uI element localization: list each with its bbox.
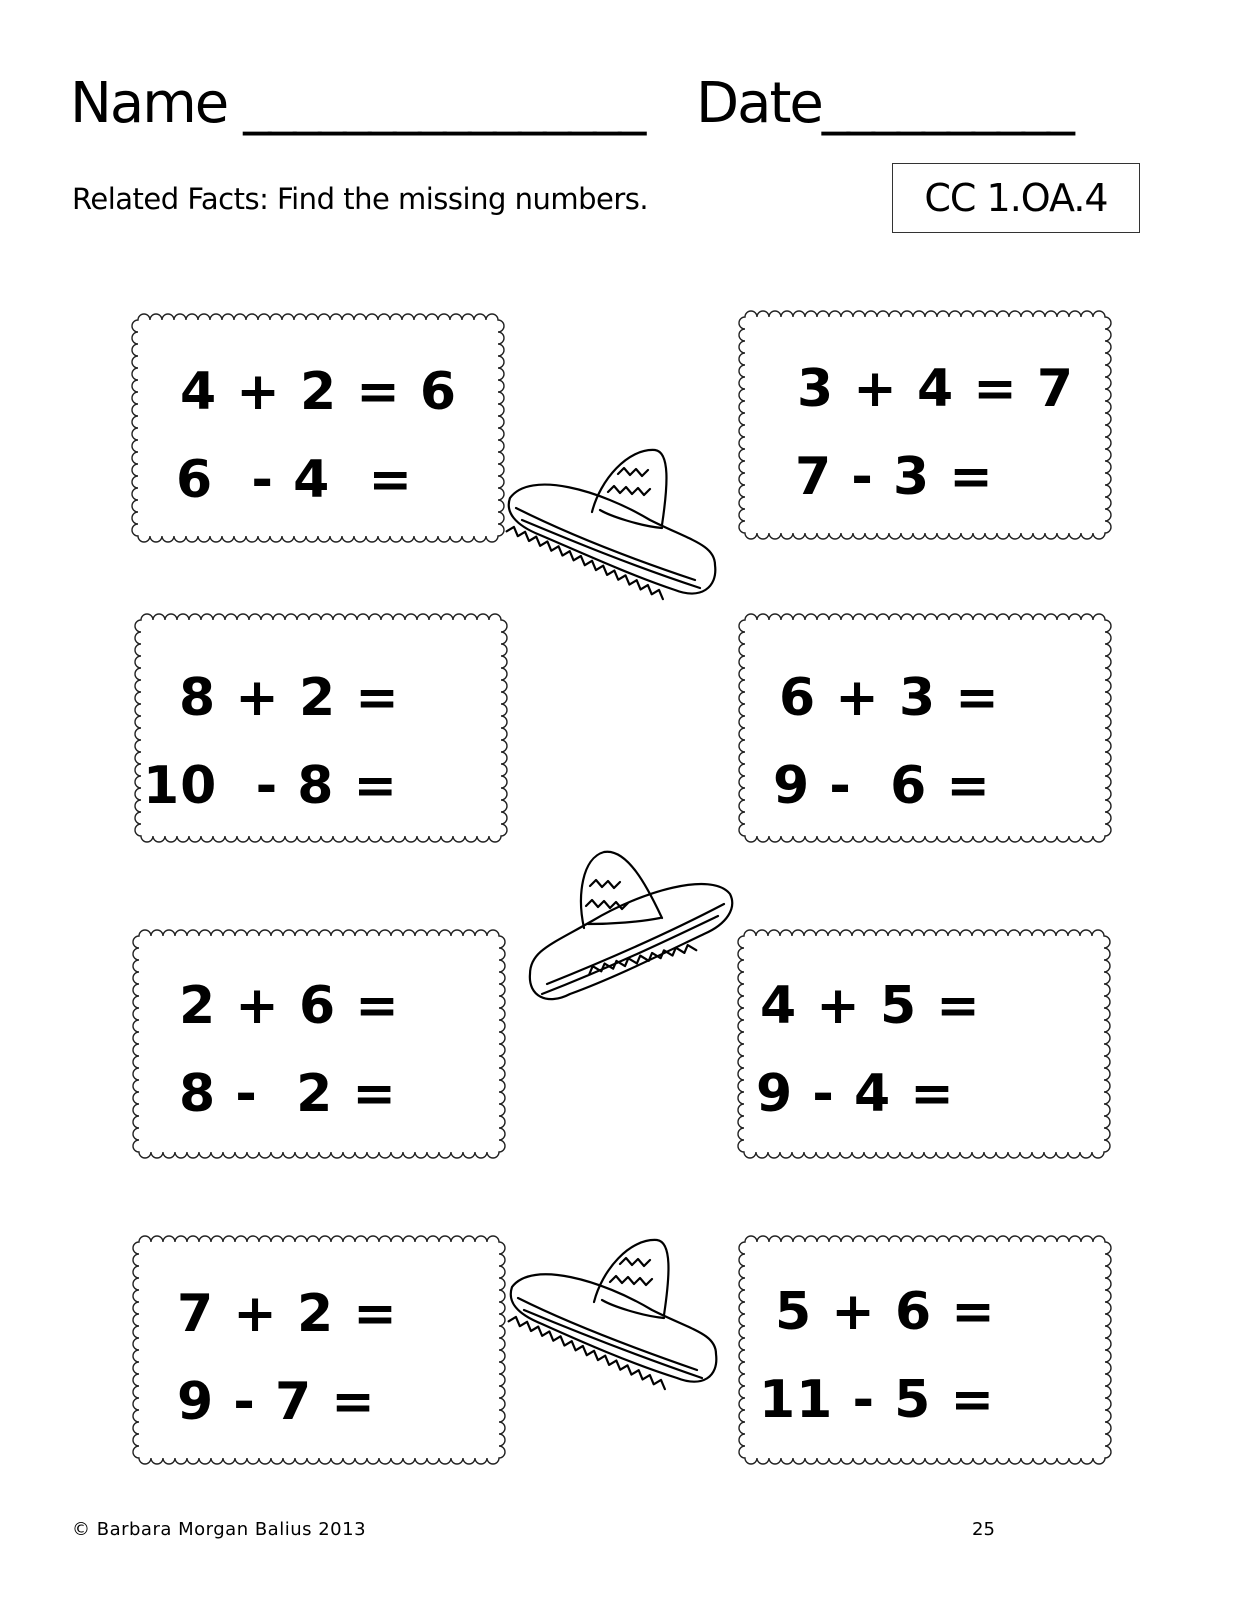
fact-card-5 [133, 930, 505, 1158]
subtraction-fact: 9 - 6 = [773, 756, 991, 816]
copyright: © Barbara Morgan Balius 2013 [72, 1519, 367, 1540]
fact-card-3 [135, 614, 507, 842]
addition-fact: 7 + 2 = [177, 1284, 398, 1344]
subtraction-fact: 8 - 2 = [179, 1064, 397, 1124]
addition-fact: 2 + 6 = [179, 976, 400, 1036]
fact-card-4 [739, 614, 1111, 842]
addition-fact: 3 + 4 = 7 [797, 359, 1075, 419]
date-line: __________ [821, 71, 1072, 136]
subtraction-fact: 10 - 8 = [143, 756, 399, 816]
page-number: 25 [972, 1519, 995, 1540]
addition-fact: 8 + 2 = [179, 668, 400, 728]
fact-card-2 [739, 311, 1111, 539]
date-field[interactable] [696, 71, 1072, 136]
subtraction-fact: 11 - 5 = [759, 1370, 996, 1430]
fact-card-8 [739, 1236, 1111, 1464]
addition-fact: 4 + 2 = 6 [180, 362, 458, 422]
fact-card-7 [133, 1236, 505, 1464]
subtraction-fact: 9 - 7 = [177, 1372, 376, 1432]
name-line: ________________ [243, 71, 644, 136]
sombrero-icon [500, 440, 730, 610]
subtraction-fact: 7 - 3 = [795, 447, 994, 507]
fact-card-6 [738, 930, 1110, 1158]
subtraction-fact: 6 - 4 = [176, 450, 414, 510]
subtraction-fact: 9 - 4 = [756, 1064, 955, 1124]
fact-card-1 [132, 314, 504, 542]
name-label: Name [70, 71, 228, 136]
addition-fact: 5 + 6 = [775, 1282, 996, 1342]
name-field[interactable] [70, 71, 644, 136]
sombrero-icon [522, 846, 742, 1011]
standard-badge: CC 1.OA.4 [892, 163, 1140, 233]
date-label: Date [696, 71, 822, 136]
addition-fact: 6 + 3 = [779, 668, 1000, 728]
instructions: Related Facts: Find the missing numbers. [72, 182, 649, 216]
sombrero-icon [502, 1232, 727, 1392]
addition-fact: 4 + 5 = [760, 976, 981, 1036]
